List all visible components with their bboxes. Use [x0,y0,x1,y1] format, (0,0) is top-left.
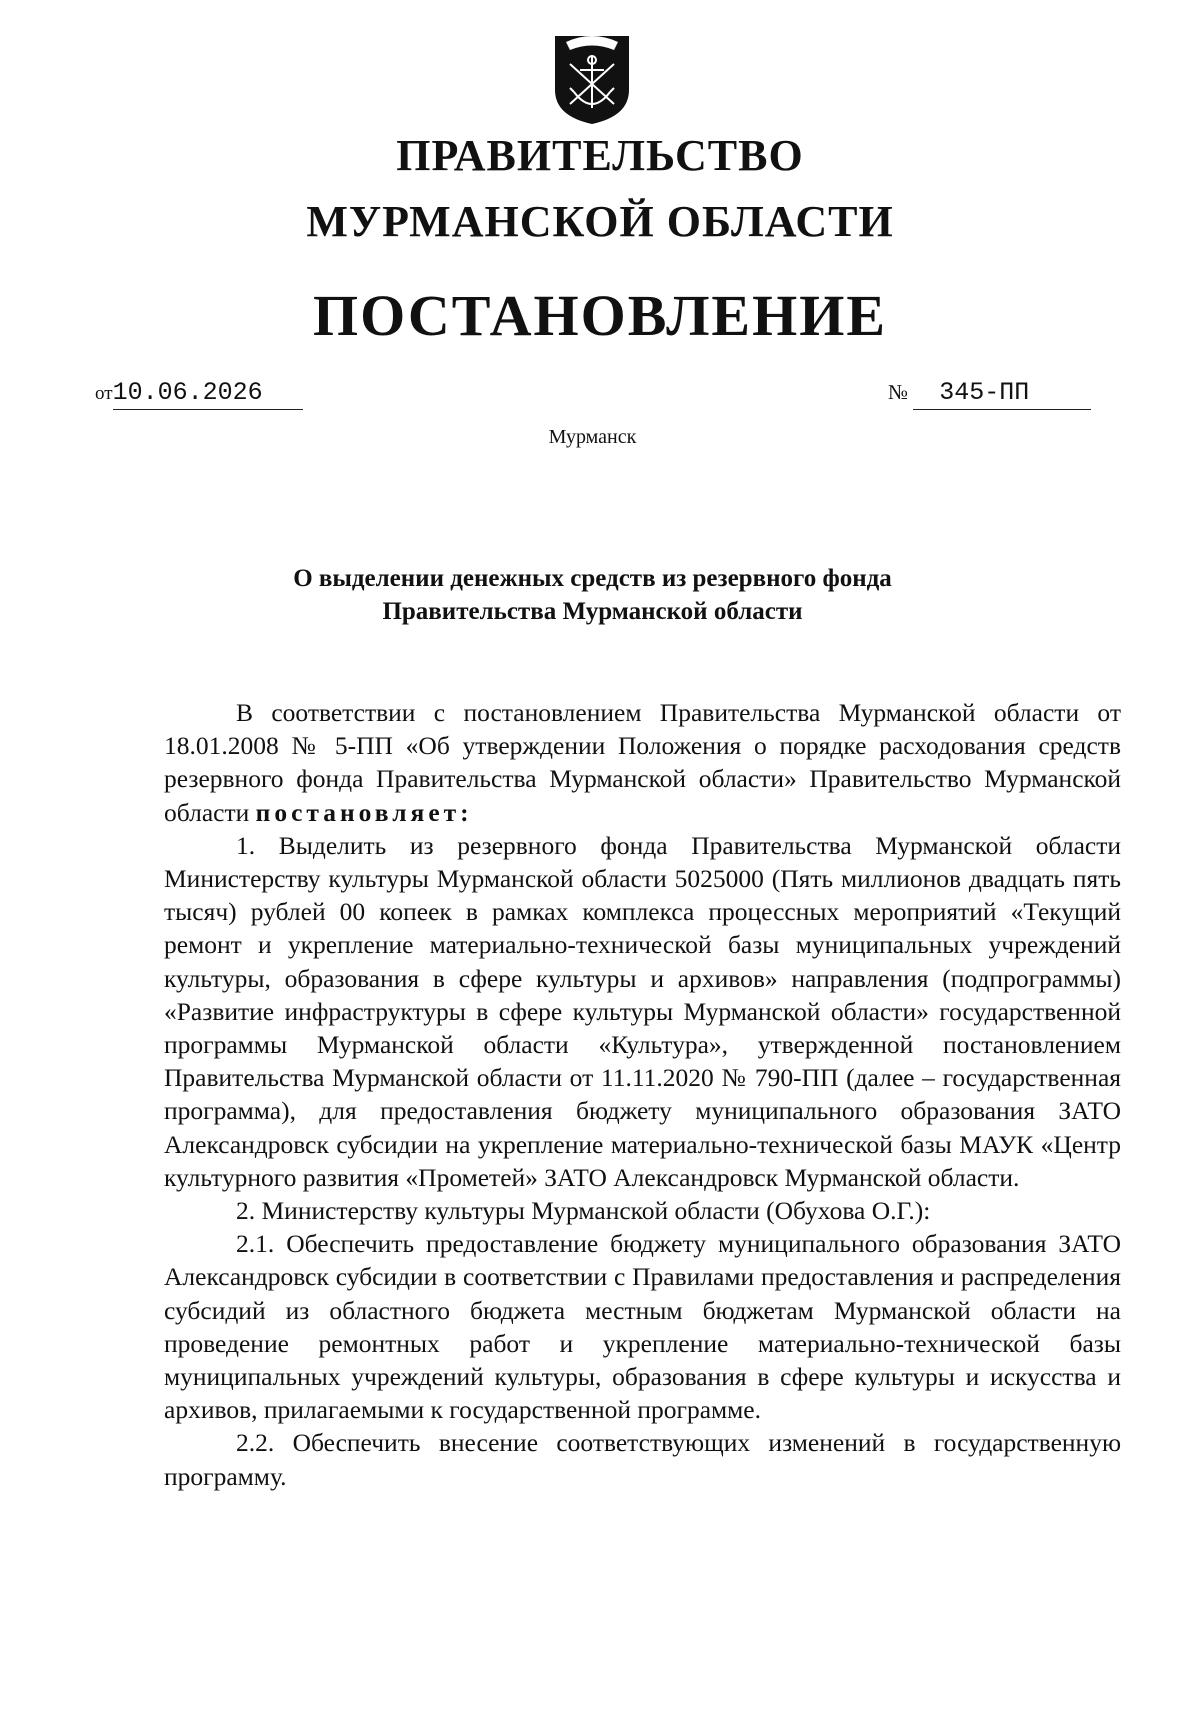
number-field [888,378,1091,410]
preamble-paragraph [164,696,1121,829]
paragraph-item-2: 2. Министерству культуры Мурманской области (Обухова О.Г.): [236,1196,931,1226]
city: Мурманск [548,426,637,448]
paragraph-item-2-2: 2.2. Обеспечить внесение соответствующих изменений в государственную программу. [164,1428,1121,1491]
date-value: 10.06.2026 [113,378,303,410]
date-field [95,378,303,410]
subject-line1: О выделении денежных средств из резервного фонда [293,565,892,592]
preamble-verb: постановляет: [255,797,473,827]
number-prefix: № [888,380,909,404]
subject-line2: Правительства Мурманской области [382,598,803,625]
number-value: 345-ПП [913,378,1091,410]
org-name-line1: ПРАВИТЕЛЬСТВО [396,131,804,180]
coat-of-arms-icon [552,28,632,126]
document-body [164,696,1121,1493]
document-type: ПОСТАНОВЛЕНИЕ [312,283,888,348]
paragraph-item-2-1: 2.1. Обеспечить предоставление бюджету муниципального образования ЗАТО Александровск субсидии в соответствии с Правилами предоставления и распределения субсидий из областного бюджета местным бюджетам Мурманской области на проведение ремонтных работ и укрепление материально-технической базы муниципальных учреждений культуры, образования в сфере культуры и искусства и архивов, прилагаемыми к государственной программе. [164,1229,1121,1425]
date-prefix: от [95,383,113,404]
org-name-line2: МУРМАНСКОЙ ОБЛАСТИ [306,197,894,246]
preamble-text: В соответствии с постановлением Правительства Мурманской области от 18.01.2008 № 5-ПП «Об утверждении Положения о порядке расходования средств резервного фонда Правительства Мурманской области» Правительство Мурманской области [164,698,1121,827]
document-subject [0,562,1185,628]
paragraph-item-1: 1. Выделить из резервного фонда Правительства Мурманской области Министерству культуры Мурманской области 5025000 (Пять миллионов двадцать пять тысяч) рублей 00 копеек в рамках комплекса процессных мероприятий «Текущий ремонт и укрепление материально-технической базы муниципальных учреждений культуры, образования в сфере культуры и архивов» направления (подпрограммы) «Развитие инфраструктуры в сфере культуры Мурманской области» государственной программы Мурманской области «Культура», утвержденной постановлением Правительства Мурманской области от 11.11.2020 № 790-ПП (далее – государственная программа), для предоставления бюджету муниципального образования ЗАТО Александровск субсидии на укрепление материально-технической базы МАУК «Центр культурного развития «Прометей» ЗАТО Александровск Мурманской области. [164,830,1121,1192]
